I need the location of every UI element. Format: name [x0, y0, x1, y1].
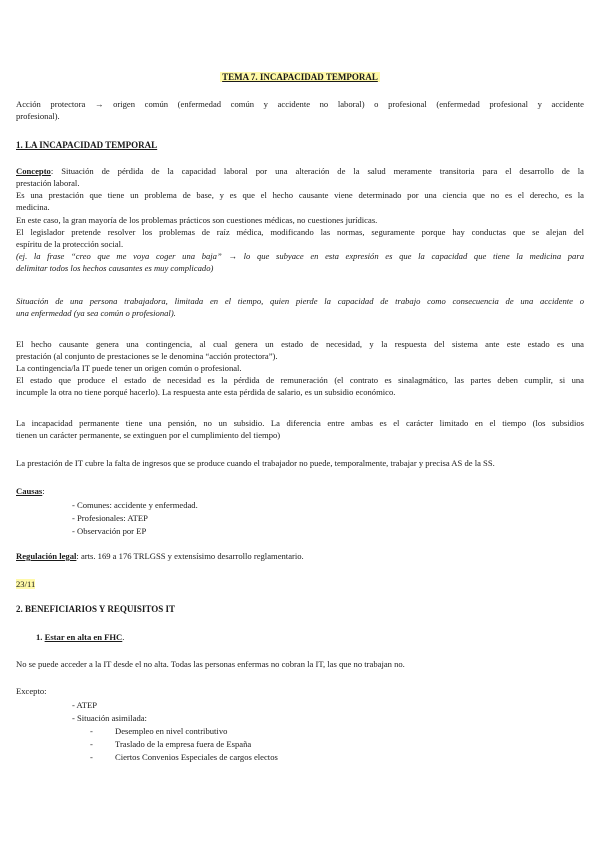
intro-line-2: profesional). [16, 111, 60, 121]
s2-sub-num: 1. [36, 632, 43, 642]
causa-item-3: - Observación por EP [72, 526, 147, 536]
p-situacion-2: una enfermedad (ya sea común o profesional). [16, 308, 176, 318]
causas-line [16, 486, 584, 497]
p-caso: En este caso, la gran mayoría de los problemas prácticos son cuestiones médicas, no cuestiones jurídicas. [16, 215, 378, 225]
p-base-2: medicina. [16, 202, 50, 212]
document-title: TEMA 7. INCAPACIDAD TEMPORAL [222, 72, 378, 82]
p-situacion-1: Situación de una persona trabajadora, limitada en el tiempo, quien pierde la capacidad de trabajo como consecuencia de una accidente o [16, 296, 584, 306]
p-ej-1: (ej. la frase “creo que me voya coger una baja” → lo que subyace en esta expresión es que la capacidad que tiene la medicina para [16, 251, 584, 261]
asim-text-2: Traslado de la empresa fuera de España [115, 739, 252, 749]
causa-item-1: - Comunes: accidente y enfermedad. [72, 500, 198, 510]
regulacion-label: Regulación legal [16, 551, 77, 561]
p-legis-2: espíritu de la protección social. [16, 239, 124, 249]
p-ej-2: delimitar todos los hechos causantes es muy complicado) [16, 263, 214, 273]
s2-sub-title: Estar en alta en FHC [44, 632, 123, 642]
exc-item-2: - Situación asimilada: [72, 713, 147, 723]
regulacion-line [16, 551, 584, 562]
causa-item-2: - Profesionales: ATEP [72, 513, 148, 523]
concepto-label: Concepto [16, 166, 51, 176]
causas-colon: : [42, 486, 45, 496]
p-alta: No se puede acceder a la IT desde el no alta. Todas las personas enfermas no cobran la IT, las que no trabajan no. [16, 659, 405, 669]
asim-text-3: Ciertos Convenios Especiales de cargos electos [115, 752, 278, 762]
section-2-heading: 2. BENEFICIARIOS Y REQUISITOS IT [16, 604, 175, 614]
p-estado-1: El estado que produce el estado de necesidad es la pérdida de remuneración (el contrato es sinalagmático, las partes deben cumplir, si una [16, 375, 584, 385]
asim-dash-1: - [90, 726, 93, 736]
p-hecho-1: El hecho causante genera una contingencia, al cual genera un estado de necesidad, y la respuesta del sistema ante este estado es una [16, 339, 584, 349]
p-prestacion: La prestación de IT cubre la falta de ingresos que se produce cuando el trabajador no puede, temporalmente, trabajar y precisa AS de la SS. [16, 458, 495, 468]
date-label: 23/11 [16, 579, 36, 589]
asim-text-1: Desempleo en nivel contributivo [115, 726, 228, 736]
causas-label: Causas [16, 486, 43, 496]
excepto-label: Excepto: [16, 686, 47, 696]
p-perm-2: tienen un carácter permanente, se extinguen por el cumplimiento del tiempo) [16, 430, 281, 440]
p-perm-1: La incapacidad permanente tiene una pensión, no un subsidio. La diferencia entre ambas es el carácter limitado en el tiempo (los subsidios [16, 418, 584, 428]
concepto-cont: prestación laboral. [16, 178, 80, 188]
p-legis-1: El legislador pretende resolver los problemas de raíz médica, modificando las normas, seguramente porque hay conductas que se alejan del [16, 227, 584, 237]
asim-dash-3: - [90, 752, 93, 762]
s2-sub-end: . [122, 632, 125, 642]
concepto-line [16, 166, 584, 177]
regulacion-text: : arts. 169 a 176 TRLGSS y extensísimo desarrollo reglamentario. [76, 551, 304, 561]
p-base-1: Es una prestación que tiene un problema de base, y es que el hecho causante viene determinado por una ciencia que no es el derecho, es la [16, 190, 584, 200]
date-line [16, 579, 584, 590]
p-hecho-2: prestación (al conjunto de prestaciones se le denomina “acción protectora”). [16, 351, 278, 361]
p-estado-2: incumple la otra no tiene porqué hacerlo). La respuesta ante esta pérdida de salario, es un subsidio económico. [16, 387, 396, 397]
s2-subheading [36, 632, 600, 643]
exc-item-1: - ATEP [72, 700, 98, 710]
section-1-heading: 1. LA INCAPACIDAD TEMPORAL [16, 140, 158, 150]
concepto-text: : Situación de pérdida de la capacidad laboral por una alteración de la salud meramente transitoria para el desarrollo de la [50, 166, 584, 176]
asim-dash-2: - [90, 739, 93, 749]
intro-line-1: Acción protectora → origen común (enfermedad común y accidente no laboral) o profesional (enfermedad profesional y accidente [16, 99, 584, 109]
p-contingencia: La contingencia/la IT puede tener un origen común o profesional. [16, 363, 242, 373]
